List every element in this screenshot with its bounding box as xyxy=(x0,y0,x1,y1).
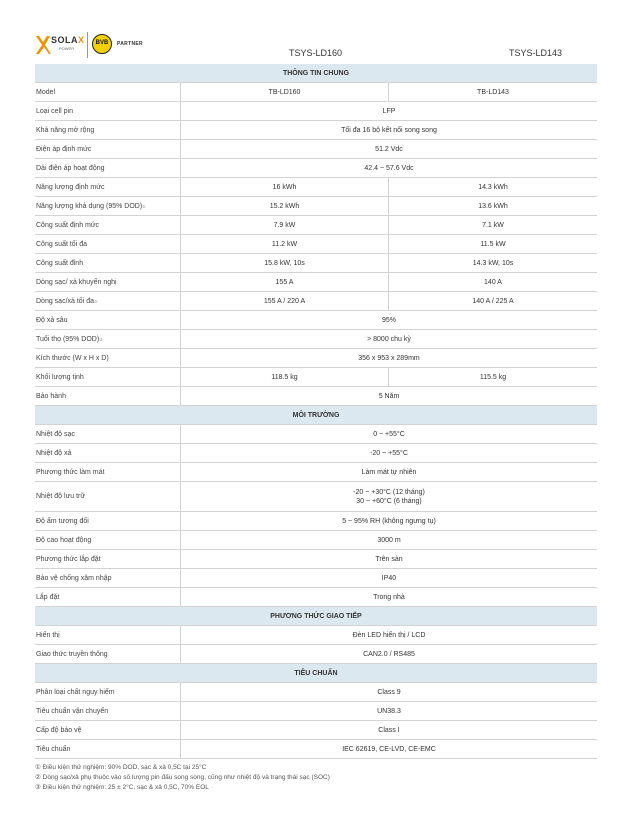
footnote-mark: ① xyxy=(142,203,146,209)
row-value: Trên sàn xyxy=(375,555,403,563)
solax-brand-sub: POWER xyxy=(59,46,75,51)
table-row xyxy=(35,463,597,482)
row-value: CAN2.0 / RS485 xyxy=(363,650,415,658)
row-value: IEC 62619, CE-LVD, CE-EMC xyxy=(342,745,436,753)
row-label: Độ ẩm tương đối xyxy=(35,512,181,530)
table-row xyxy=(35,626,597,645)
model-header-1: TSYS-LD160 xyxy=(289,48,343,58)
row-value: 51.2 Vdc xyxy=(375,145,403,153)
table-row xyxy=(35,683,597,702)
row-label: Tiêu chuẩn vận chuyển xyxy=(35,702,181,720)
row-label: Phương thức làm mát xyxy=(35,463,181,481)
row-value-1: 15.8 kW, 10s xyxy=(181,254,389,272)
section-general: THÔNG TIN CHUNG xyxy=(35,64,597,83)
row-value: 95% xyxy=(381,316,396,324)
row-label: Nhiệt độ lưu trữ xyxy=(35,482,181,511)
table-row xyxy=(35,444,597,463)
row-label: Nhiệt độ xả xyxy=(35,444,181,462)
row-label: Năng lượng định mức xyxy=(35,178,181,196)
table-row xyxy=(35,121,597,140)
partner-label: PARTNER xyxy=(117,41,143,47)
row-value-1: 16 kWh xyxy=(181,178,389,196)
row-label: Phương thức lắp đặt xyxy=(35,550,181,568)
row-value-1: 155 A / 220 A xyxy=(181,292,389,310)
row-label: Tiêu chuẩn xyxy=(35,740,181,758)
table-row xyxy=(35,645,597,664)
table-row xyxy=(35,349,597,368)
row-value: 42.4 ~ 57.6 Vdc xyxy=(364,164,414,172)
section-environment: MÔI TRƯỜNG xyxy=(35,406,597,425)
table-row xyxy=(35,330,597,349)
row-label: Model xyxy=(35,83,181,101)
row-value: 3000 m xyxy=(377,536,401,544)
row-value: Làm mát tự nhiên xyxy=(361,468,417,476)
row-label: Phân loại chất nguy hiểm xyxy=(35,683,181,701)
table-row xyxy=(35,482,597,512)
table-row xyxy=(35,83,597,102)
row-value: IP40 xyxy=(381,574,397,582)
footnote-mark: ③ xyxy=(99,336,103,342)
row-label: Tuổi thọ (95% DOD) ③ xyxy=(35,330,181,348)
solax-brand: SOLAX xyxy=(51,35,85,45)
table-row xyxy=(35,235,597,254)
row-value: > 8000 chu kỳ xyxy=(367,335,411,343)
model-header-2: TSYS-LD143 xyxy=(509,48,563,58)
row-label: Kích thước (W x H x D) xyxy=(35,349,181,367)
header xyxy=(35,30,600,64)
row-label: Bảo vệ chống xâm nhập xyxy=(35,569,181,587)
section-communication: PHƯƠNG THỨC GIAO TIẾP xyxy=(35,607,597,626)
row-value: -20 ~ +55°C xyxy=(370,449,408,457)
row-value-2: 14.3 kWh xyxy=(478,183,508,191)
row-value-2: 13.6 kWh xyxy=(478,202,508,210)
solax-x-logo-icon xyxy=(35,34,51,56)
row-label: Loại cell pin xyxy=(35,102,181,120)
table-row xyxy=(35,292,597,311)
row-label: Khả năng mở rộng xyxy=(35,121,181,139)
table-row xyxy=(35,721,597,740)
row-value-1: 118.5 kg xyxy=(181,368,389,386)
row-label: Dải điện áp hoạt động xyxy=(35,159,181,177)
row-value: Tối đa 16 bộ kết nối song song xyxy=(341,126,437,134)
row-label: Dòng sạc/ xả khuyến nghị xyxy=(35,273,181,291)
row-value: Đèn LED hiển thị / LCD xyxy=(352,631,426,639)
row-value: LFP xyxy=(382,107,396,115)
row-value: 0 ~ +55°C xyxy=(373,430,405,438)
table-row xyxy=(35,273,597,292)
row-value: Trong nhà xyxy=(373,593,405,601)
table-row xyxy=(35,368,597,387)
row-value: 5 Năm xyxy=(378,392,400,400)
table-row xyxy=(35,197,597,216)
row-label: Công suất tối đa xyxy=(35,235,181,253)
row-label: Giao thức truyền thông xyxy=(35,645,181,663)
row-label: Hiển thị xyxy=(35,626,181,644)
footnote-1: ① Điều kiện thử nghiệm: 90% DOD, sạc & xả 0,5C tại 25°C xyxy=(35,764,207,771)
section-standards: TIÊU CHUẨN xyxy=(35,664,597,683)
table-row xyxy=(35,569,597,588)
row-value-line-2: 30 ~ +60°C (6 tháng) xyxy=(356,497,422,505)
row-value-2: 140 A / 225 A xyxy=(472,297,514,305)
row-value-1: 155 A xyxy=(181,273,389,291)
row-label: Điện áp định mức xyxy=(35,140,181,158)
row-label: Cấp độ bảo vệ xyxy=(35,721,181,739)
row-label: Khối lượng tịnh xyxy=(35,368,181,386)
bvb-badge-icon: BVB xyxy=(92,34,112,54)
row-label: Công suất định mức xyxy=(35,216,181,234)
table-row xyxy=(35,159,597,178)
row-label: Bảo hành xyxy=(35,387,181,405)
table-row xyxy=(35,178,597,197)
row-label: Độ xả sâu xyxy=(35,311,181,329)
row-value: Class I xyxy=(378,726,400,734)
spec-table xyxy=(35,64,597,759)
row-value-2: 140 A xyxy=(484,278,502,286)
footnotes xyxy=(35,763,330,793)
row-value-1: 15.2 kWh xyxy=(181,197,389,215)
table-row xyxy=(35,102,597,121)
table-row xyxy=(35,140,597,159)
footnote-mark: ② xyxy=(93,298,98,304)
table-row xyxy=(35,531,597,550)
row-value-2: 7.1 kW xyxy=(482,221,504,229)
table-row xyxy=(35,254,597,273)
row-label: Năng lượng khả dụng (95% DOD) ① xyxy=(35,197,181,215)
row-value: Class 9 xyxy=(377,688,401,696)
row-label: Lắp đặt xyxy=(35,588,181,606)
row-label: Công suất đỉnh xyxy=(35,254,181,272)
table-row xyxy=(35,550,597,569)
row-label: Dòng sạc/xả tối đa ② xyxy=(35,292,181,310)
row-label: Độ cao hoạt động xyxy=(35,531,181,549)
table-row xyxy=(35,740,597,759)
row-value-1: 11.2 kW xyxy=(181,235,389,253)
row-value-1: TB-LD160 xyxy=(181,83,389,101)
row-value-line-1: -20 ~ +30°C (12 tháng) xyxy=(353,488,425,496)
row-label: Nhiệt độ sạc xyxy=(35,425,181,443)
table-row xyxy=(35,512,597,531)
row-value: 5 ~ 95% RH (không ngưng tụ) xyxy=(342,517,436,525)
row-value-2: 14.3 kW, 10s xyxy=(472,259,514,267)
row-value-2: 11.5 kW xyxy=(480,240,506,248)
table-row xyxy=(35,311,597,330)
row-value xyxy=(181,482,597,511)
logo-divider xyxy=(87,32,88,58)
table-row xyxy=(35,702,597,721)
row-value-2: TB-LD143 xyxy=(477,88,509,96)
table-row xyxy=(35,387,597,406)
table-row xyxy=(35,425,597,444)
row-value: 356 x 953 x 289mm xyxy=(358,354,420,362)
row-value: UN38.3 xyxy=(377,707,401,715)
table-row xyxy=(35,588,597,607)
row-value-2: 115.5 kg xyxy=(479,373,507,381)
footnote-2: ② Dòng sạc/xả phụ thuộc vào số lượng pin đấu song song, cũng như nhiệt độ và trạng thái sạc (SOC) xyxy=(35,774,330,781)
row-value-1: 7.9 kW xyxy=(181,216,389,234)
table-row xyxy=(35,216,597,235)
footnote-3: ③ Điều kiện thử nghiệm: 25 ± 2°C, sạc & xả 0,5C, 70% EOL xyxy=(35,784,209,791)
